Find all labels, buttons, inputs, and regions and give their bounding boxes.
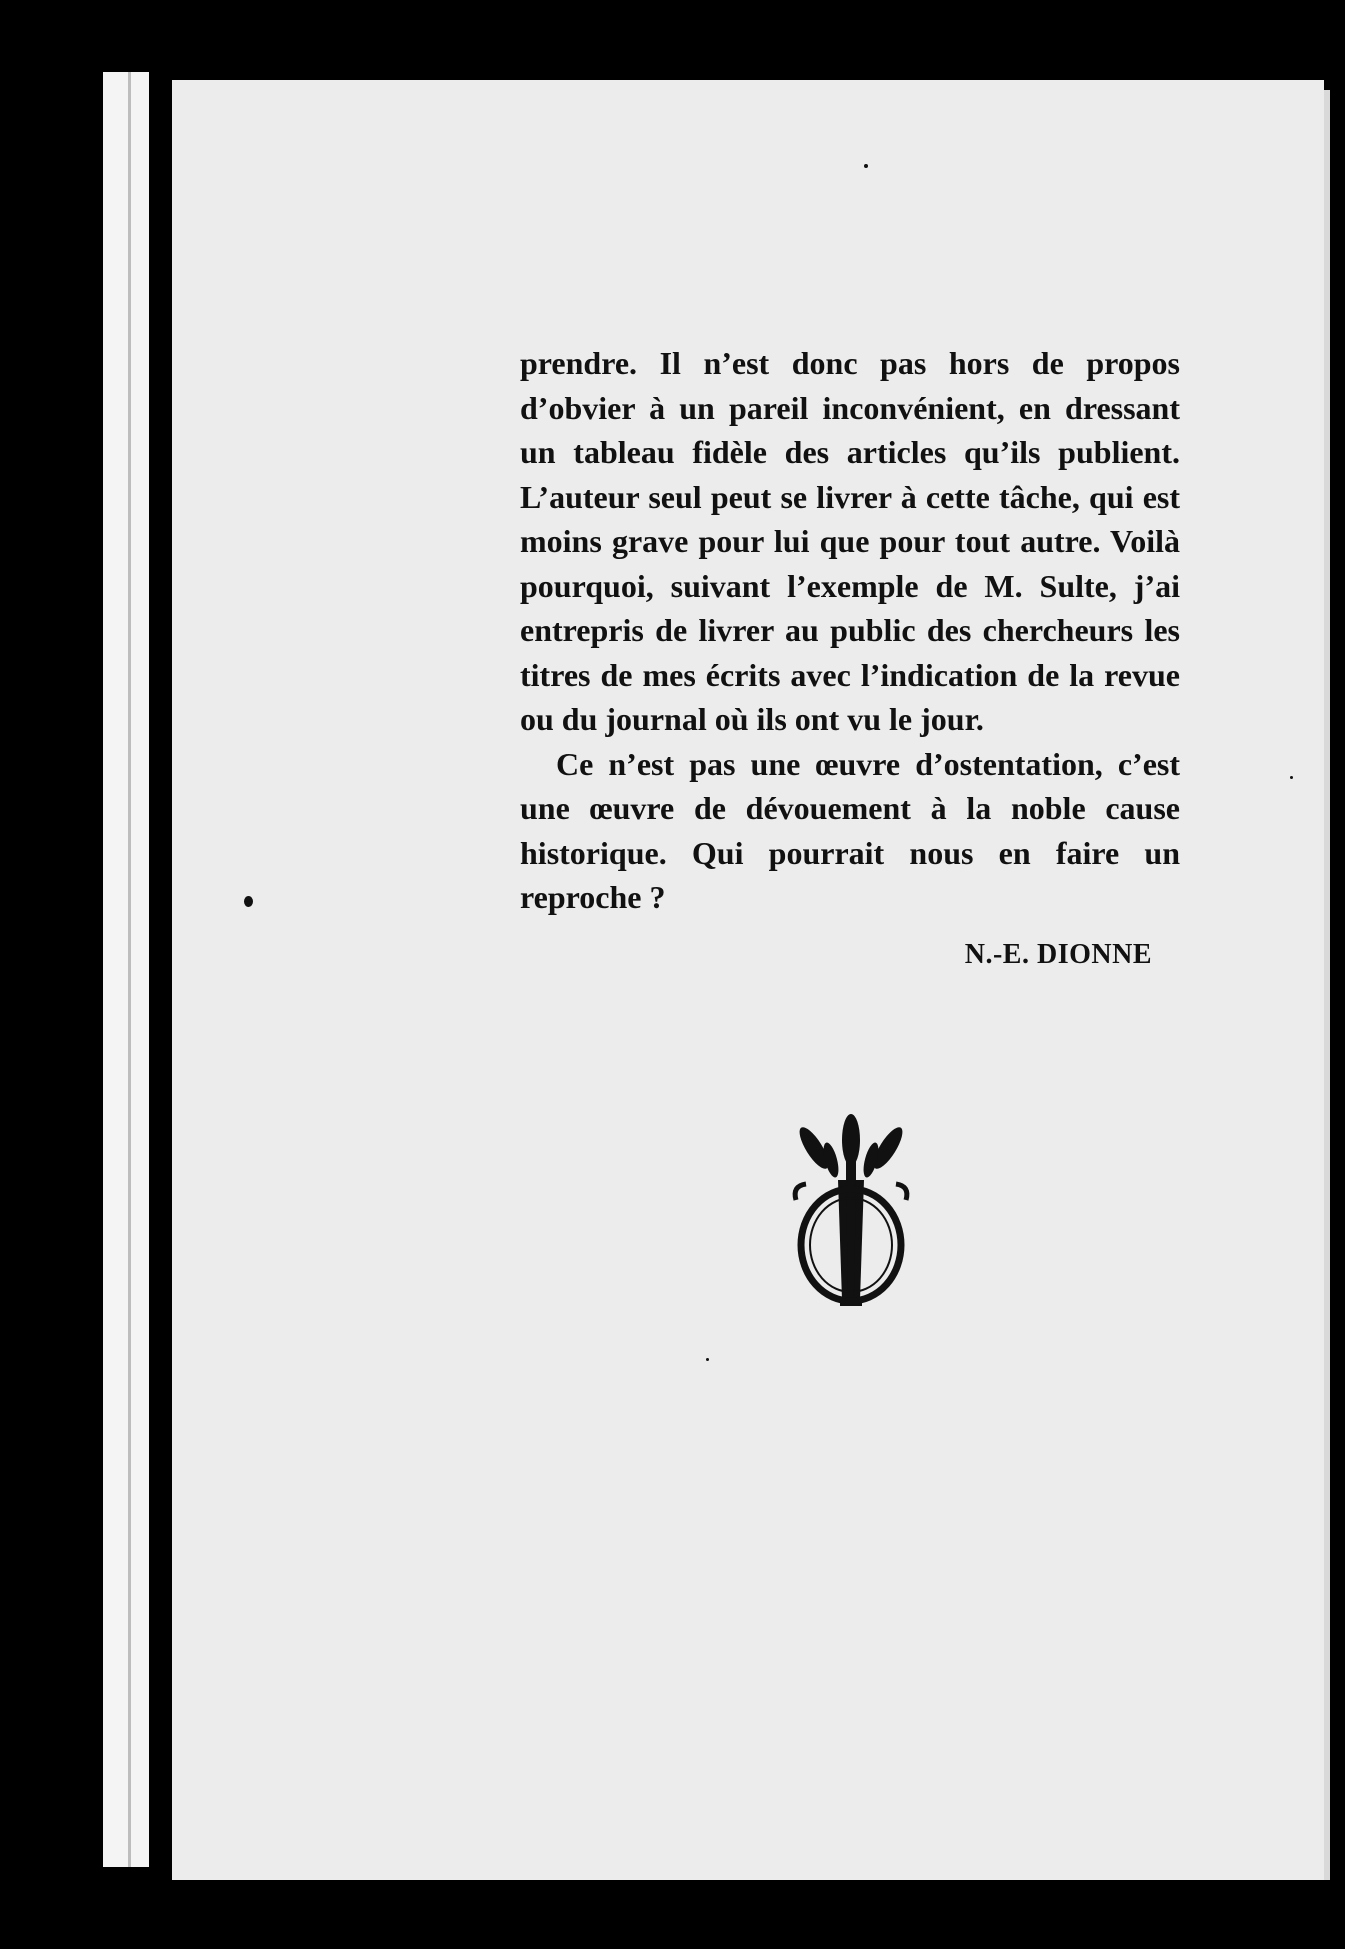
wheat-sheaf-ring-icon (776, 1100, 926, 1310)
body-text (520, 341, 1180, 920)
ink-speck (244, 896, 253, 907)
paragraph-1: prendre. Il n’est donc pas hors de propos d’obvier à un pareil inconvénient, en dressant un tableau fidèle des articles qu’ils publient. L’auteur seul peut se livrer à cette tâche, qui est moins grave pour lui que pour tout autre. Voilà pourquoi, suivant l’exemple de M. Sulte, j’ai entrepris de livrer au public des chercheurs les titres de mes écrits avec l’indication de la revue ou du journal où ils ont vu le jour. (520, 345, 1180, 737)
ink-speck (864, 164, 868, 168)
left-page-strip (103, 72, 149, 1867)
left-page-fold-line (128, 72, 131, 1867)
author-signature: N.-E. DIONNE (964, 939, 1152, 970)
paragraph-2: Ce n’est pas une œuvre d’ostentation, c’est une œuvre de dévouement à la noble cause historique. Qui pourrait nous en faire un reproche ? (520, 745, 1180, 915)
ink-speck (706, 1358, 709, 1361)
page-right-edge (1324, 90, 1330, 1880)
ink-speck (1290, 776, 1293, 779)
